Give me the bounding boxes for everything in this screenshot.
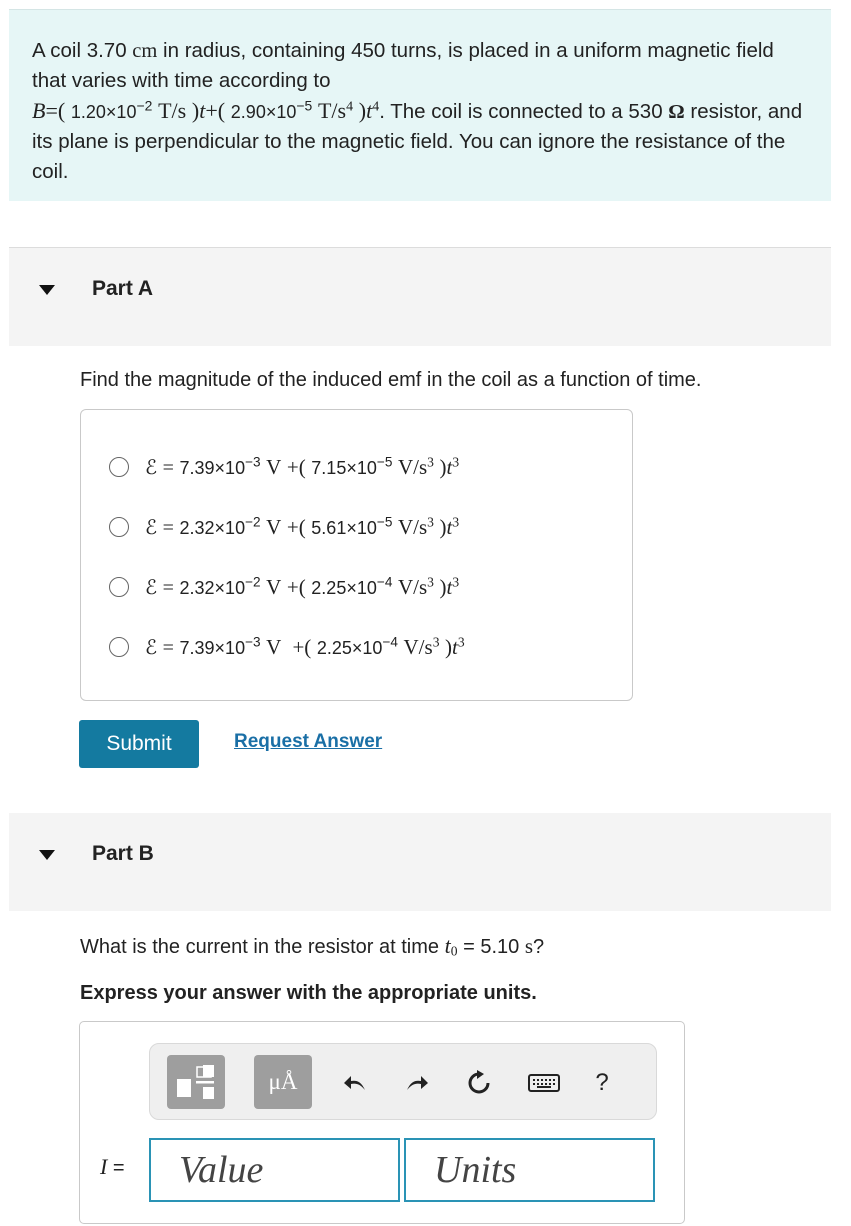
redo-icon[interactable]: [396, 1063, 436, 1103]
problem-statement: [9, 9, 831, 201]
radio-button[interactable]: [109, 457, 129, 477]
request-answer-link[interactable]: Request Answer: [234, 731, 383, 752]
templates-button[interactable]: [167, 1055, 225, 1109]
choice-option[interactable]: [109, 567, 459, 607]
choice-option[interactable]: [109, 447, 459, 487]
radio-button[interactable]: [109, 517, 129, 537]
value-field[interactable]: [149, 1138, 400, 1202]
radio-button[interactable]: [109, 577, 129, 597]
undo-icon[interactable]: [336, 1063, 376, 1103]
part-b-question: What is the current in the resistor at time $t_0 = 5.10$ s?: [80, 933, 545, 959]
radio-button[interactable]: [109, 637, 129, 657]
part-a-title: Part A: [92, 277, 154, 300]
choice-group: [80, 409, 633, 701]
caret-down-icon: [39, 850, 55, 860]
submit-button[interactable]: Submit: [79, 720, 199, 768]
help-icon[interactable]: ?: [595, 1069, 609, 1096]
choice-option[interactable]: [109, 507, 459, 547]
problem-text: A coil 3.70 cm in radius, containing 450 turns, is placed in a uniform magnetic field that varies with time according to B=( $1.20\times 10^{-2}$ T/s )t+( $2.90\times 10^{-5}$ $T/s^4$ )$t^4$. The coil is connected to a 530 Ω resistor, and its plane is perpendicular to the magnetic field. You can ignore the resistance of the coil.: [32, 39, 803, 183]
choice-equation: ℰ = $2.32\times 10^{-2}$ V +( $2.25\times 10^{-4}$ $V/s^3$ )$t^3$: [145, 574, 460, 599]
units-field[interactable]: [404, 1138, 655, 1202]
value-input[interactable]: [151, 1140, 398, 1200]
math-toolbar: [149, 1043, 657, 1120]
choice-equation: ℰ = $7.39\times 10^{-3}$ V +( $2.25\times 10^{-4}$ $V/s^3$ )$t^3$: [145, 634, 465, 659]
part-b-header[interactable]: [9, 813, 831, 911]
answer-box: [79, 1021, 685, 1224]
caret-down-icon: [39, 285, 55, 295]
answer-instruction: Express your answer with the appropriate units.: [80, 982, 537, 1004]
part-a-question: Find the magnitude of the induced emf in the coil as a function of time.: [80, 369, 702, 391]
choice-equation: ℰ = $7.39\times 10^{-3}$ V +( $7.15\times 10^{-5}$ $V/s^3$ )$t^3$: [145, 454, 460, 479]
reset-icon[interactable]: [459, 1063, 499, 1103]
fraction-template-icon: [174, 1062, 218, 1102]
answer-variable-label: I =: [100, 1154, 125, 1179]
part-a-header[interactable]: [9, 248, 831, 346]
units-button[interactable]: μÅ: [254, 1055, 312, 1109]
choice-equation: ℰ = $2.32\times 10^{-2}$ V +( $5.61\times 10^{-5}$ $V/s^3$ )$t^3$: [145, 514, 460, 539]
units-input[interactable]: [406, 1140, 653, 1200]
keyboard-icon[interactable]: [524, 1063, 564, 1103]
part-b-title: Part B: [92, 842, 154, 865]
choice-option[interactable]: [109, 627, 465, 667]
